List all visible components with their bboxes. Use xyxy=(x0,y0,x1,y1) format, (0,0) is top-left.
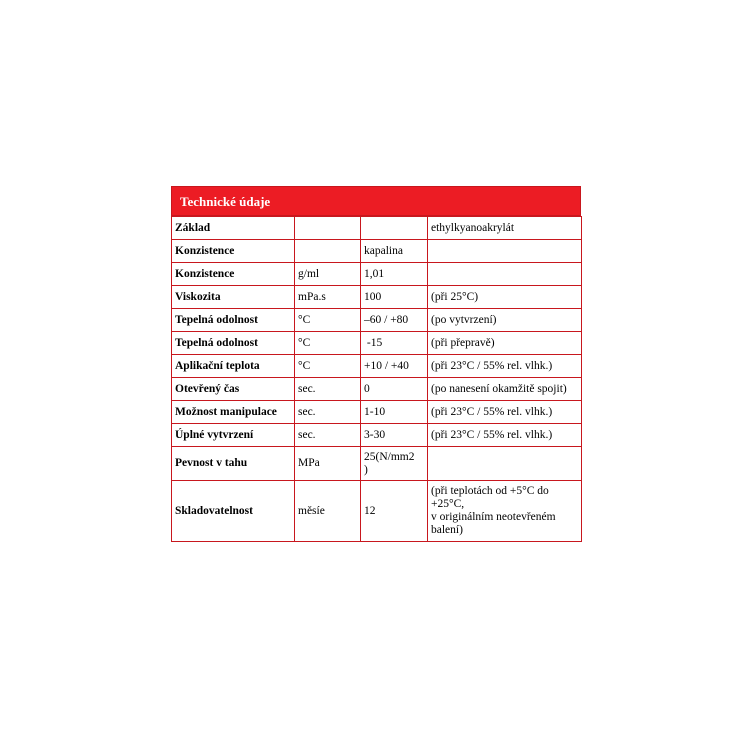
property-note: (při 25°C) xyxy=(428,286,582,309)
property-name: Aplikační teplota xyxy=(172,355,295,378)
table-title: Technické údaje xyxy=(171,186,581,216)
table-row xyxy=(172,481,582,542)
property-note: (po vytvrzení) xyxy=(428,309,582,332)
property-note: ethylkyanoakrylát xyxy=(428,217,582,240)
technical-data-sheet xyxy=(171,186,581,542)
table-row xyxy=(172,424,582,447)
property-name: Tepelná odolnost xyxy=(172,309,295,332)
table-row xyxy=(172,217,582,240)
property-unit: sec. xyxy=(295,401,361,424)
table-row xyxy=(172,332,582,355)
property-name: Základ xyxy=(172,217,295,240)
property-note xyxy=(428,447,582,481)
property-value: 100 xyxy=(361,286,428,309)
property-unit: sec. xyxy=(295,378,361,401)
table-row xyxy=(172,309,582,332)
property-note xyxy=(428,240,582,263)
property-unit: °C xyxy=(295,332,361,355)
table-row xyxy=(172,401,582,424)
property-unit xyxy=(295,240,361,263)
table-row xyxy=(172,263,582,286)
property-value: –60 / +80 xyxy=(361,309,428,332)
property-value: 12 xyxy=(361,481,428,542)
property-note: (při teplotách od +5°C do +25°C, v originálním neotevřeném balení) xyxy=(428,481,582,542)
property-note xyxy=(428,263,582,286)
specs-table xyxy=(171,216,582,542)
property-value: 0 xyxy=(361,378,428,401)
property-value: 1,01 xyxy=(361,263,428,286)
property-value: +10 / +40 xyxy=(361,355,428,378)
property-unit: °C xyxy=(295,309,361,332)
property-value: kapalina xyxy=(361,240,428,263)
property-value: -15 xyxy=(361,332,428,355)
property-unit: g/ml xyxy=(295,263,361,286)
property-unit: mPa.s xyxy=(295,286,361,309)
property-note: (při 23°C / 55% rel. vlhk.) xyxy=(428,424,582,447)
property-value: 3-30 xyxy=(361,424,428,447)
property-unit: MPa xyxy=(295,447,361,481)
property-name: Pevnost v tahu xyxy=(172,447,295,481)
property-value: 25(N/mm2 ) xyxy=(361,447,428,481)
property-note: (po nanesení okamžitě spojit) xyxy=(428,378,582,401)
property-value xyxy=(361,217,428,240)
property-unit: měsíe xyxy=(295,481,361,542)
property-note: (při 23°C / 55% rel. vlhk.) xyxy=(428,401,582,424)
table-row xyxy=(172,447,582,481)
property-name: Konzistence xyxy=(172,263,295,286)
property-name: Skladovatelnost xyxy=(172,481,295,542)
property-name: Otevřený čas xyxy=(172,378,295,401)
property-name: Tepelná odolnost xyxy=(172,332,295,355)
property-unit: sec. xyxy=(295,424,361,447)
property-value: 1-10 xyxy=(361,401,428,424)
property-name: Možnost manipulace xyxy=(172,401,295,424)
property-note: (při 23°C / 55% rel. vlhk.) xyxy=(428,355,582,378)
property-name: Konzistence xyxy=(172,240,295,263)
table-row xyxy=(172,286,582,309)
property-note: (při přepravě) xyxy=(428,332,582,355)
table-row xyxy=(172,240,582,263)
table-row xyxy=(172,378,582,401)
property-unit xyxy=(295,217,361,240)
table-row xyxy=(172,355,582,378)
property-name: Úplné vytvrzení xyxy=(172,424,295,447)
property-unit: °C xyxy=(295,355,361,378)
property-name: Viskozita xyxy=(172,286,295,309)
